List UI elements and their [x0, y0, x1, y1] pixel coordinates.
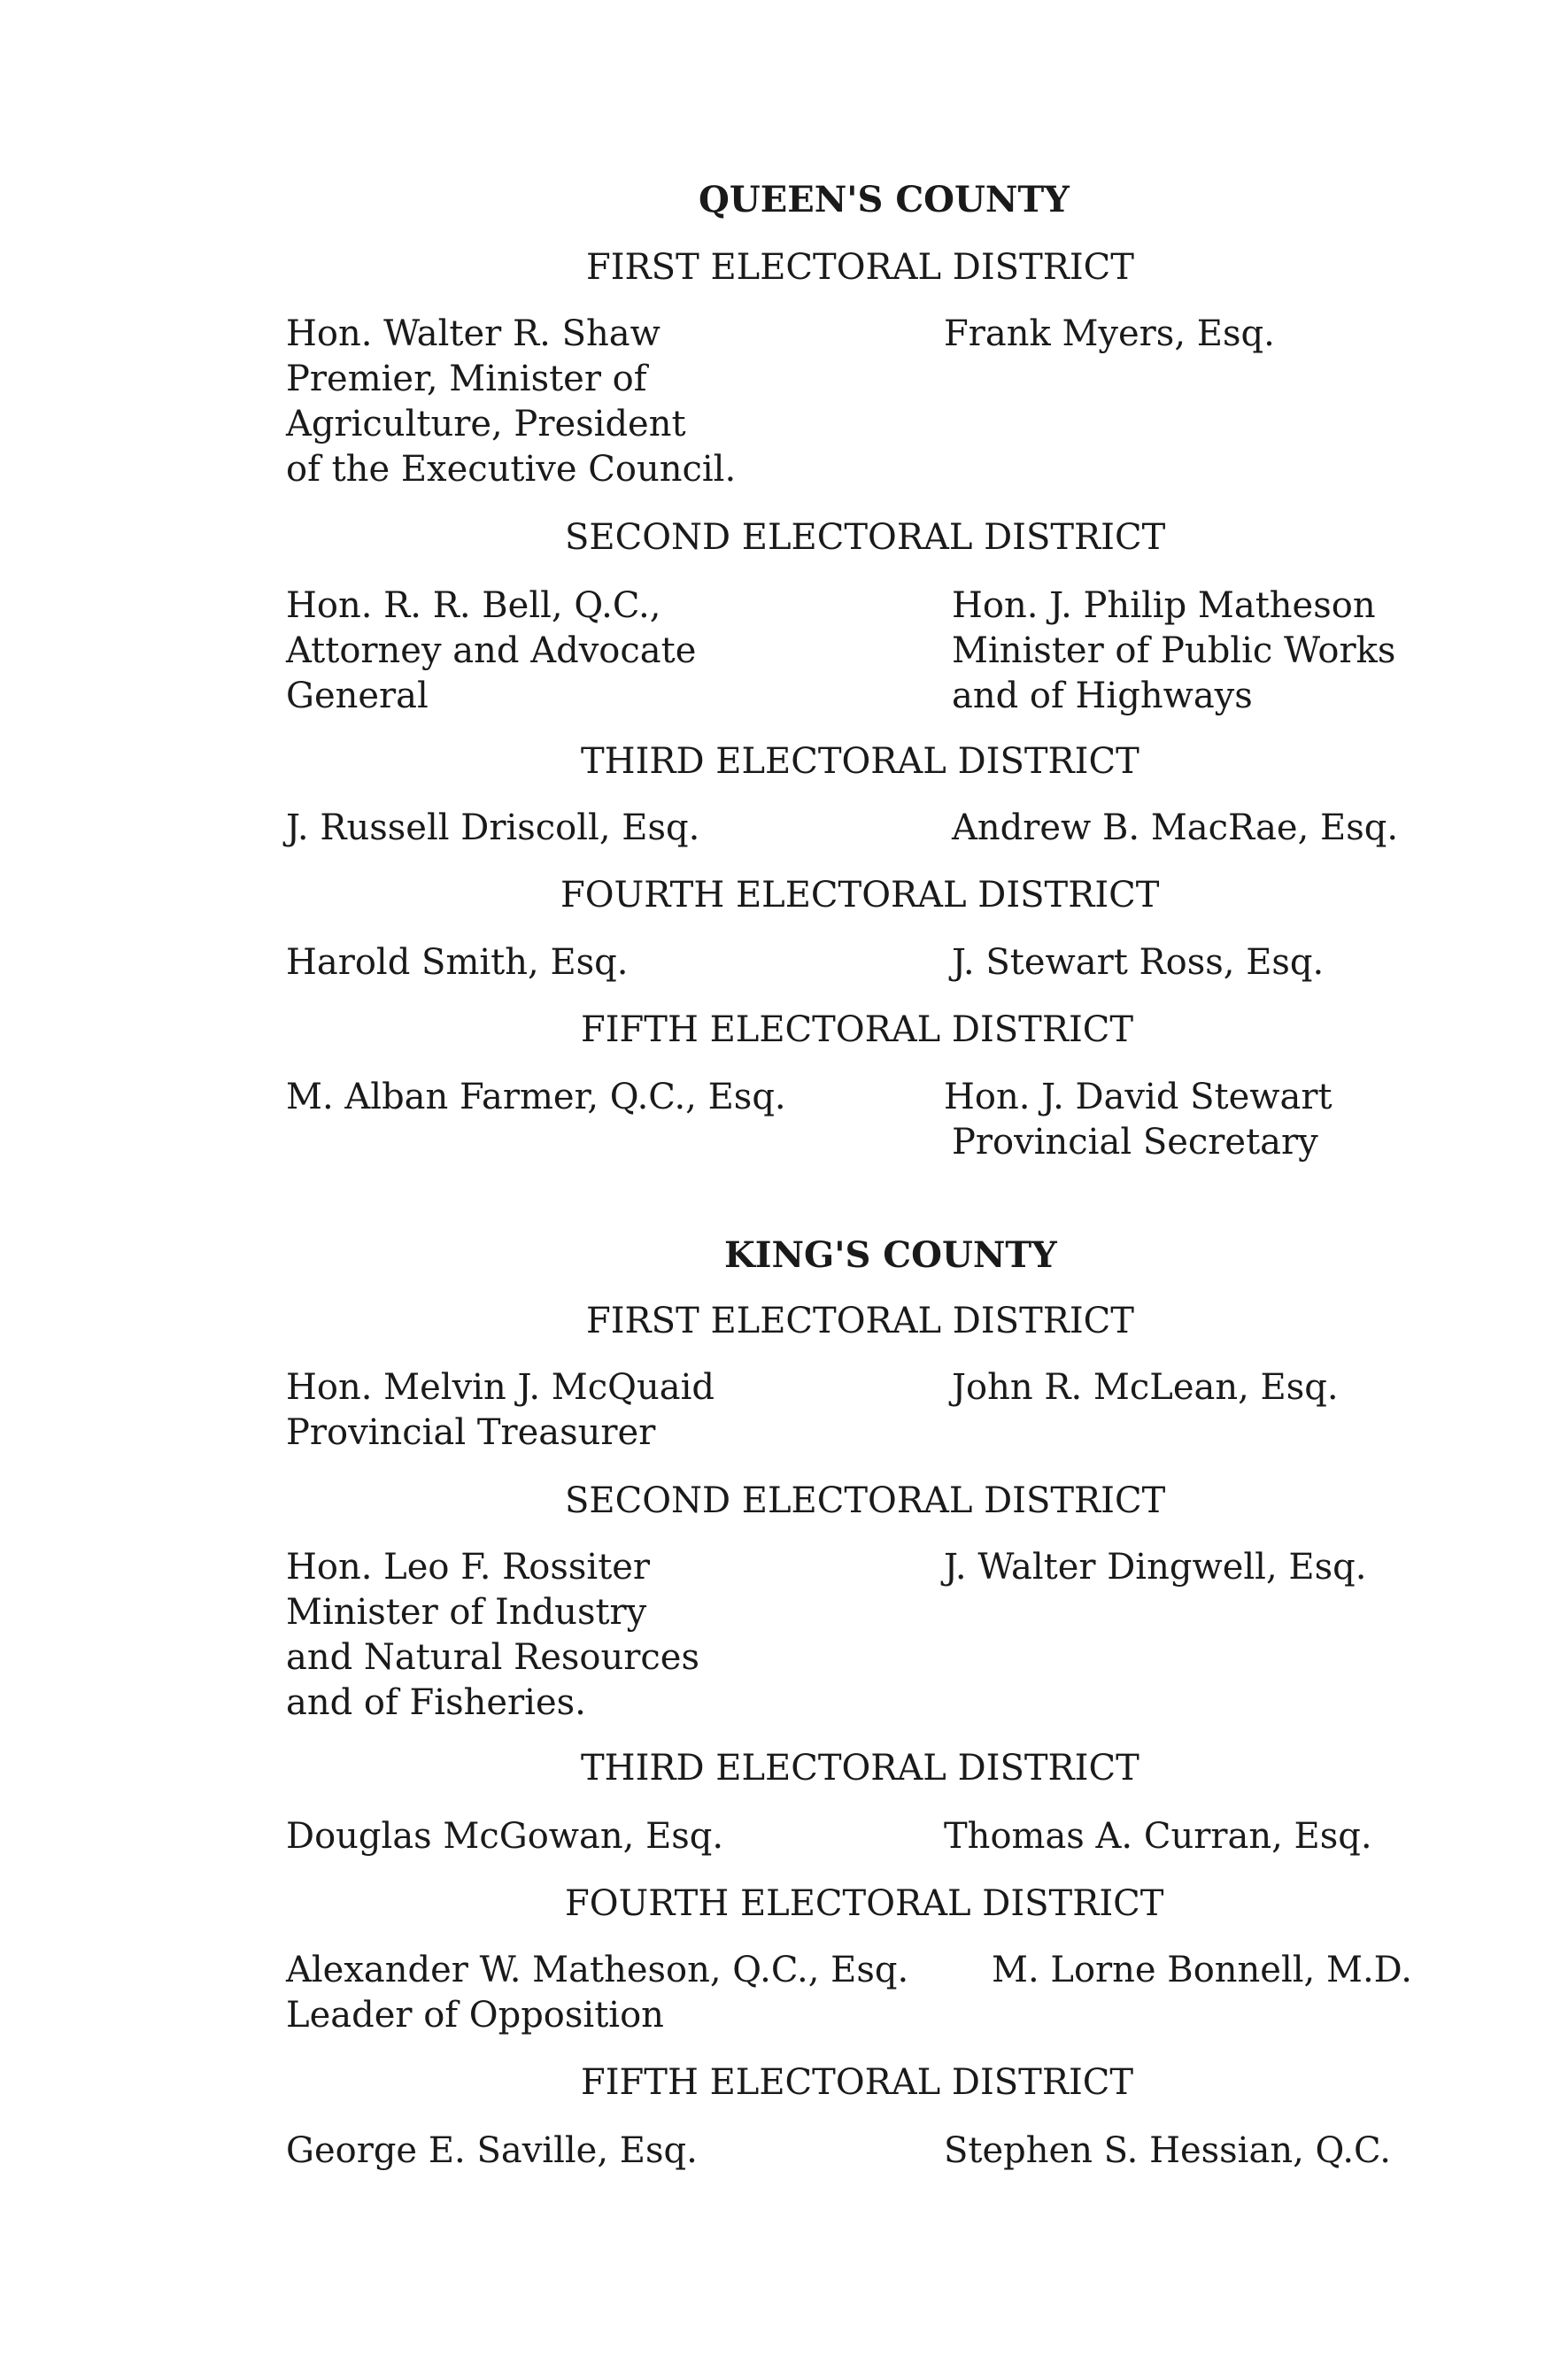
district-heading: FIRST ELECTORAL DISTRICT: [586, 1301, 1134, 1341]
member-left-line: Hon. R. R. Bell, Q.C.,: [286, 585, 661, 626]
member-left-line: of the Executive Council.: [286, 449, 737, 490]
member-right-line: M. Lorne Bonnell, M.D.: [992, 1950, 1413, 1990]
district-heading: SECOND ELECTORAL DISTRICT: [565, 517, 1166, 558]
member-right-line: Andrew B. MacRae, Esq.: [952, 808, 1399, 848]
member-left-line: Hon. Leo F. Rossiter: [286, 1547, 651, 1588]
member-left-line: J. Russell Driscoll, Esq.: [286, 808, 700, 848]
member-right-line: and of Highways: [952, 676, 1253, 716]
district-heading: THIRD ELECTORAL DISTRICT: [581, 741, 1139, 782]
county-title: KING'S COUNTY: [724, 1234, 1057, 1276]
member-left-line: Attorney and Advocate: [286, 630, 697, 671]
district-heading: FIRST ELECTORAL DISTRICT: [586, 247, 1134, 288]
district-heading: FOURTH ELECTORAL DISTRICT: [560, 875, 1160, 916]
member-right-line: Thomas A. Curran, Esq.: [944, 1816, 1372, 1857]
district-heading: FIFTH ELECTORAL DISTRICT: [581, 2062, 1134, 2103]
member-left-line: Minister of Industry: [286, 1592, 647, 1633]
member-left-line: Leader of Opposition: [286, 1995, 664, 2036]
district-heading: FIFTH ELECTORAL DISTRICT: [581, 1009, 1134, 1050]
member-left-line: Alexander W. Matheson, Q.C., Esq.: [286, 1950, 909, 1990]
member-right-line: Hon. J. David Stewart: [944, 1077, 1333, 1117]
member-left-line: George E. Saville, Esq.: [286, 2130, 698, 2171]
member-left-line: Hon. Melvin J. McQuaid: [286, 1367, 715, 1408]
member-left-line: Premier, Minister of: [286, 359, 647, 399]
member-left-line: and Natural Resources: [286, 1637, 699, 1678]
member-right-line: Hon. J. Philip Matheson: [952, 585, 1376, 626]
member-left-line: M. Alban Farmer, Q.C., Esq.: [286, 1077, 786, 1117]
member-left-line: General: [286, 676, 429, 716]
district-heading: FOURTH ELECTORAL DISTRICT: [565, 1883, 1164, 1924]
district-heading: THIRD ELECTORAL DISTRICT: [581, 1748, 1139, 1789]
member-left-line: Douglas McGowan, Esq.: [286, 1816, 724, 1857]
member-left-line: and of Fisheries.: [286, 1682, 586, 1723]
member-right-line: J. Stewart Ross, Esq.: [952, 942, 1325, 983]
member-left-line: Provincial Treasurer: [286, 1412, 656, 1453]
member-right-line: Frank Myers, Esq.: [944, 313, 1275, 354]
member-left-line: Hon. Walter R. Shaw: [286, 313, 660, 354]
member-left-line: Harold Smith, Esq.: [286, 942, 629, 983]
member-right-line: Minister of Public Works: [952, 630, 1396, 671]
county-title: QUEEN'S COUNTY: [699, 179, 1070, 220]
member-left-line: Agriculture, President: [286, 404, 686, 444]
member-right-line: John R. McLean, Esq.: [952, 1367, 1339, 1408]
member-right-line: J. Walter Dingwell, Esq.: [944, 1547, 1367, 1588]
member-right-line: Stephen S. Hessian, Q.C.: [944, 2130, 1391, 2171]
member-right-line: Provincial Secretary: [952, 1122, 1318, 1163]
district-heading: SECOND ELECTORAL DISTRICT: [565, 1480, 1166, 1521]
